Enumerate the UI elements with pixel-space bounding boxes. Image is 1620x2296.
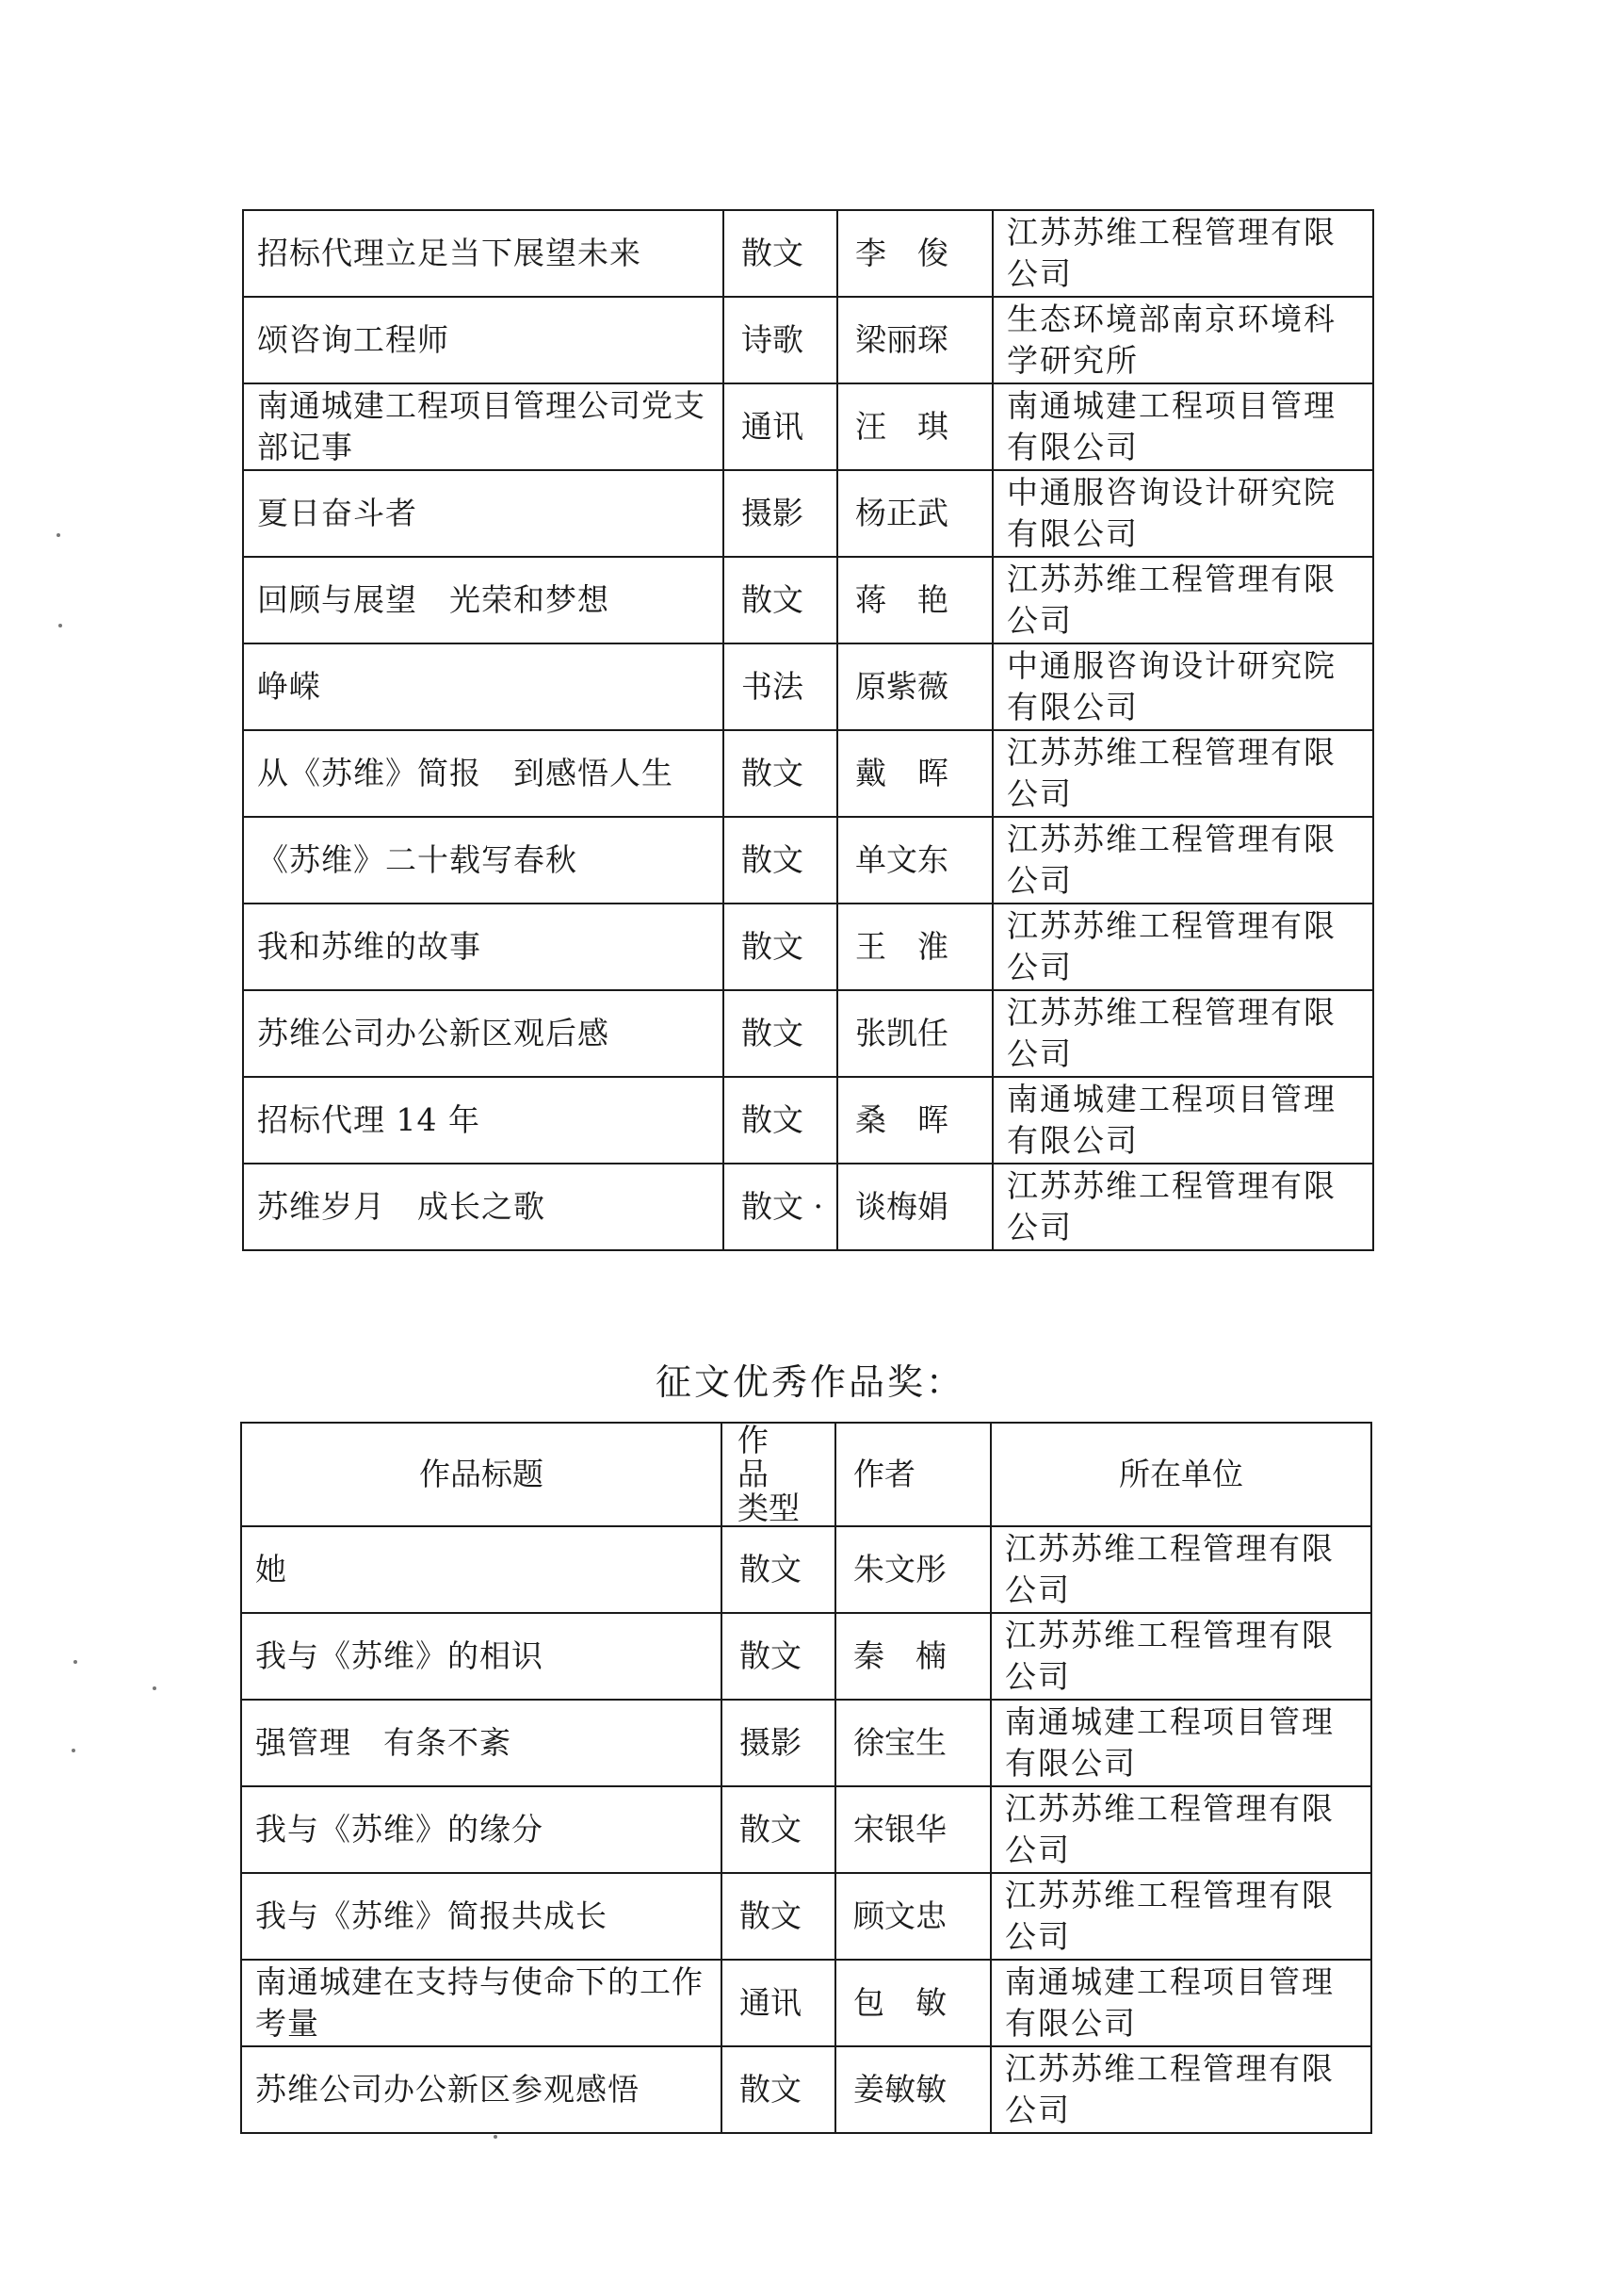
cell-org-line2: 公司 <box>1007 602 1073 639</box>
table-row <box>241 1526 1371 1613</box>
scan-speck <box>72 1749 75 1752</box>
cell-type: 散文 <box>721 1786 835 1873</box>
cell-author: 姜敏敏 <box>835 2046 991 2133</box>
cell-org-line1: 江苏苏维工程管理有限 <box>1007 214 1336 251</box>
cell-type: 散文 <box>721 2046 835 2133</box>
cell-title: 我与《苏维》简报共成长 <box>241 1873 721 1960</box>
cell-org-line2: 有限公司 <box>1007 429 1139 465</box>
cell-type: 摄影 <box>721 1700 835 1786</box>
cell-org-line2: 公司 <box>1007 1209 1073 1246</box>
cell-title: 南通城建在支持与使命下的工作考量 <box>241 1960 721 2046</box>
cell-author: 王 淮 <box>837 904 993 990</box>
cell-org-line1: 江苏苏维工程管理有限 <box>1005 1790 1335 1827</box>
cell-org <box>993 1164 1373 1250</box>
cell-org-line1: 江苏苏维工程管理有限 <box>1007 907 1336 944</box>
cell-org-line2: 公司 <box>1007 1035 1073 1072</box>
table-row <box>241 1873 1371 1960</box>
cell-type: 通讯 <box>723 383 837 470</box>
cell-title: 招标代理立足当下展望未来 <box>243 210 723 297</box>
cell-org-line1: 江苏苏维工程管理有限 <box>1005 2050 1335 2087</box>
cell-type: 诗歌 <box>723 297 837 383</box>
cell-author: 戴 晖 <box>837 730 993 817</box>
cell-org-line2: 公司 <box>1007 949 1073 985</box>
cell-org <box>991 1873 1371 1960</box>
cell-org <box>991 2046 1371 2133</box>
cell-author: 汪 琪 <box>837 383 993 470</box>
cell-title: 颂咨询工程师 <box>243 297 723 383</box>
cell-type: 散文 <box>721 1873 835 1960</box>
cell-org-line2: 公司 <box>1007 775 1073 812</box>
cell-org <box>993 643 1373 730</box>
header-type-line2: 类型 <box>737 1490 800 1526</box>
cell-org <box>993 817 1373 904</box>
cell-author: 单文东 <box>837 817 993 904</box>
cell-type: 散文 <box>723 990 837 1077</box>
table-row <box>243 383 1373 470</box>
cell-org-line1: 江苏苏维工程管理有限 <box>1005 1617 1335 1653</box>
table-row <box>241 1700 1371 1786</box>
cell-org-line1: 南通城建工程项目管理 <box>1005 1703 1335 1740</box>
cell-type: 散文 <box>723 557 837 643</box>
scan-speck <box>73 1660 77 1664</box>
header-org: 所在单位 <box>991 1423 1371 1526</box>
cell-type: 散文 <box>723 730 837 817</box>
table-row <box>243 643 1373 730</box>
cell-type: 书法 <box>723 643 837 730</box>
excellent-works-table <box>240 1422 1372 2134</box>
cell-org <box>993 383 1373 470</box>
table-row <box>243 990 1373 1077</box>
cell-title: 她 <box>241 1526 721 1613</box>
cell-title: 我与《苏维》的缘分 <box>241 1786 721 1873</box>
cell-org <box>993 557 1373 643</box>
scan-speck <box>58 624 62 627</box>
cell-title: 峥嵘 <box>243 643 723 730</box>
cell-type: 散文 <box>723 904 837 990</box>
cell-org-line2: 学研究所 <box>1007 342 1139 379</box>
table-row <box>243 557 1373 643</box>
cell-org-line2: 公司 <box>1005 1658 1071 1695</box>
table-row <box>241 2046 1371 2133</box>
cell-org <box>991 1786 1371 1873</box>
cell-title: 强管理 有条不紊 <box>241 1700 721 1786</box>
cell-org-line1: 江苏苏维工程管理有限 <box>1007 821 1336 857</box>
cell-type: 散文 <box>721 1526 835 1613</box>
header-title: 作品标题 <box>241 1423 721 1526</box>
cell-org <box>993 990 1373 1077</box>
cell-author: 包 敏 <box>835 1960 991 2046</box>
cell-title: 夏日奋斗者 <box>243 470 723 557</box>
cell-org <box>993 730 1373 817</box>
cell-org-line1: 中通服咨询设计研究院 <box>1007 474 1336 511</box>
cell-author: 梁丽琛 <box>837 297 993 383</box>
table-row <box>243 817 1373 904</box>
cell-author: 朱文彤 <box>835 1526 991 1613</box>
cell-org <box>991 1960 1371 2046</box>
scan-speck <box>57 533 60 537</box>
cell-org-line1: 南通城建工程项目管理 <box>1007 387 1336 424</box>
table-row <box>241 1786 1371 1873</box>
cell-type: 散文 <box>723 1077 837 1164</box>
cell-org-line1: 南通城建工程项目管理 <box>1005 1963 1335 2000</box>
cell-org-line2: 公司 <box>1005 2092 1071 2128</box>
table-row <box>243 730 1373 817</box>
table-row <box>243 904 1373 990</box>
cell-author: 桑 晖 <box>837 1077 993 1164</box>
cell-author: 蒋 艳 <box>837 557 993 643</box>
cell-title: 南通城建工程项目管理公司党支部记事 <box>243 383 723 470</box>
cell-title: 苏维公司办公新区观后感 <box>243 990 723 1077</box>
cell-org-line1: 江苏苏维工程管理有限 <box>1005 1877 1335 1913</box>
cell-org-line2: 公司 <box>1007 862 1073 899</box>
cell-author: 顾文忠 <box>835 1873 991 1960</box>
cell-org-line1: 江苏苏维工程管理有限 <box>1007 734 1336 771</box>
cell-type: 散文 <box>721 1613 835 1700</box>
table-row <box>241 1613 1371 1700</box>
cell-org-line2: 有限公司 <box>1007 515 1139 552</box>
cell-title: 苏维公司办公新区参观感悟 <box>241 2046 721 2133</box>
cell-title: 我和苏维的故事 <box>243 904 723 990</box>
table-row <box>243 210 1373 297</box>
table-row <box>243 1164 1373 1250</box>
cell-author: 张凯任 <box>837 990 993 1077</box>
cell-org-line2: 有限公司 <box>1007 1122 1139 1159</box>
cell-org <box>993 297 1373 383</box>
cell-type: 散文 <box>723 210 837 297</box>
table-row <box>243 470 1373 557</box>
cell-org <box>991 1526 1371 1613</box>
header-author: 作者 <box>835 1423 991 1526</box>
cell-org-line2: 公司 <box>1005 1571 1071 1608</box>
header-type <box>721 1423 835 1526</box>
cell-author: 李 俊 <box>837 210 993 297</box>
cell-org-line1: 中通服咨询设计研究院 <box>1007 647 1336 684</box>
cell-org <box>993 470 1373 557</box>
cell-org <box>993 904 1373 990</box>
header-type-line1: 作 品 <box>737 1423 800 1492</box>
cell-author: 宋银华 <box>835 1786 991 1873</box>
cell-org-line2: 公司 <box>1007 255 1073 292</box>
excellent-works-table-body <box>241 1526 1371 2133</box>
cell-org-line1: 江苏苏维工程管理有限 <box>1007 561 1336 597</box>
cell-author: 徐宝生 <box>835 1700 991 1786</box>
cell-author: 原紫薇 <box>837 643 993 730</box>
cell-org-line1: 江苏苏维工程管理有限 <box>1007 1167 1336 1204</box>
cell-org <box>993 210 1373 297</box>
table-header-row <box>241 1423 1371 1526</box>
cell-org-line1: 生态环境部南京环境科 <box>1007 301 1336 337</box>
cell-author: 秦 楠 <box>835 1613 991 1700</box>
table-row <box>243 1077 1373 1164</box>
cell-title: 从《苏维》简报 到感悟人生 <box>243 730 723 817</box>
cell-org <box>991 1613 1371 1700</box>
cell-org-line1: 江苏苏维工程管理有限 <box>1007 994 1336 1031</box>
cell-title: 招标代理 14 年 <box>243 1077 723 1164</box>
awards-table-continued <box>242 209 1374 1251</box>
cell-type: 散文 · <box>723 1164 837 1250</box>
cell-org-line2: 公司 <box>1005 1832 1071 1868</box>
cell-type: 通讯 <box>721 1960 835 2046</box>
cell-title: 回顾与展望 光荣和梦想 <box>243 557 723 643</box>
section-heading-excellent-works: 征文优秀作品奖： <box>655 1361 964 1403</box>
cell-org-line2: 公司 <box>1005 1918 1071 1955</box>
cell-org <box>991 1700 1371 1786</box>
cell-org-line2: 有限公司 <box>1005 1745 1137 1782</box>
cell-title: 苏维岁月 成长之歌 <box>243 1164 723 1250</box>
cell-title: 《苏维》二十载写春秋 <box>243 817 723 904</box>
cell-org-line1: 南通城建工程项目管理 <box>1007 1081 1336 1117</box>
cell-org-line1: 江苏苏维工程管理有限 <box>1005 1530 1335 1567</box>
cell-author: 杨正武 <box>837 470 993 557</box>
scan-speck <box>153 1686 156 1690</box>
cell-org <box>993 1077 1373 1164</box>
scan-speck <box>494 2135 497 2139</box>
awards-table-body <box>243 210 1373 1250</box>
cell-org-line2: 有限公司 <box>1007 689 1139 725</box>
cell-org-line2: 有限公司 <box>1005 2005 1137 2042</box>
table-row <box>243 297 1373 383</box>
cell-title: 我与《苏维》的相识 <box>241 1613 721 1700</box>
cell-type: 散文 <box>723 817 837 904</box>
table-row <box>241 1960 1371 2046</box>
cell-type: 摄影 <box>723 470 837 557</box>
cell-author: 谈梅娟 <box>837 1164 993 1250</box>
